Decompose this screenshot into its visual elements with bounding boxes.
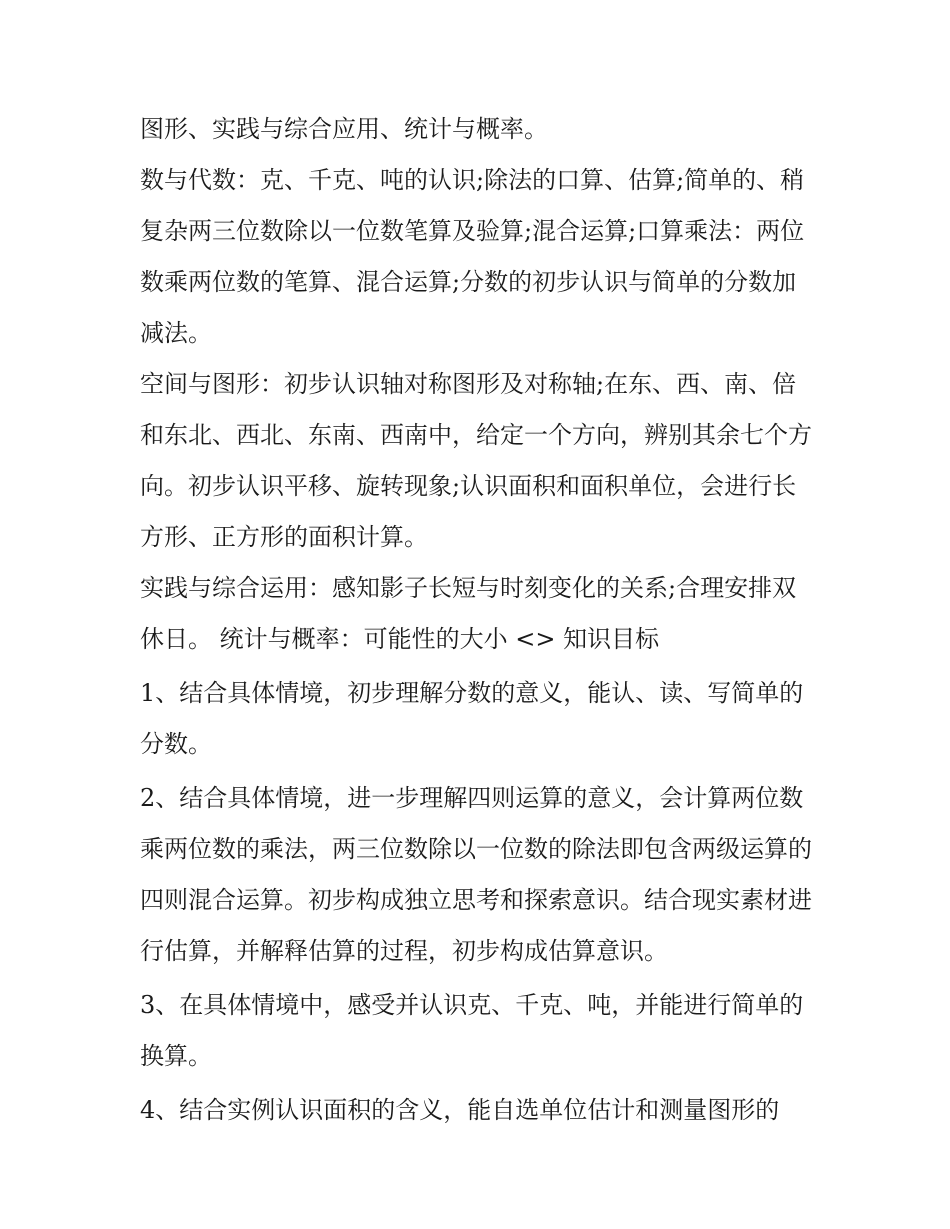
paragraph-intro: 图形、实践与综合应用、统计与概率。 [140, 115, 548, 143]
paragraph-goal-1: 1、结合具体情境，初步理解分数的意义，能认、读、写简单的分数。 [140, 679, 804, 758]
paragraph-space-shape: 空间与图形：初步认识轴对称图形及对称轴;在东、西、南、倍和东北、西北、东南、西南中，给定一个方向，辨别其余七个方向。初步认识平移、旋转现象;认识面积和面积单位，会进行长方形、正方形的面积计算。 [140, 370, 812, 551]
paragraph-goal-3: 3、在具体情境中，感受并认识克、千克、吨，并能进行简单的换算。 [140, 991, 804, 1070]
paragraph-practice: 实践与综合运用：感知影子长短与时刻变化的关系;合理安排双休日。 统计与概率：可能性的大小 <> 知识目标 [140, 574, 797, 653]
document-body [140, 104, 820, 1136]
paragraph-goal-2: 2、结合具体情境，进一步理解四则运算的意义，会计算两位数乘两位数的乘法，两三位数除以一位数的除法即包含两级运算的四则混合运算。初步构成独立思考和探索意识。结合现实素材进行估算，并解释估算的过程，初步构成估算意识。 [140, 784, 812, 965]
paragraph-goal-4: 4、结合实例认识面积的含义，能自选单位估计和测量图形的 [140, 1096, 780, 1124]
paragraph-number-algebra: 数与代数：克、千克、吨的认识;除法的口算、估算;简单的、稍复杂两三位数除以一位数笔算及验算;混合运算;口算乘法：两位数乘两位数的笔算、混合运算;分数的初步认识与简单的分数加减法。 [140, 166, 805, 347]
